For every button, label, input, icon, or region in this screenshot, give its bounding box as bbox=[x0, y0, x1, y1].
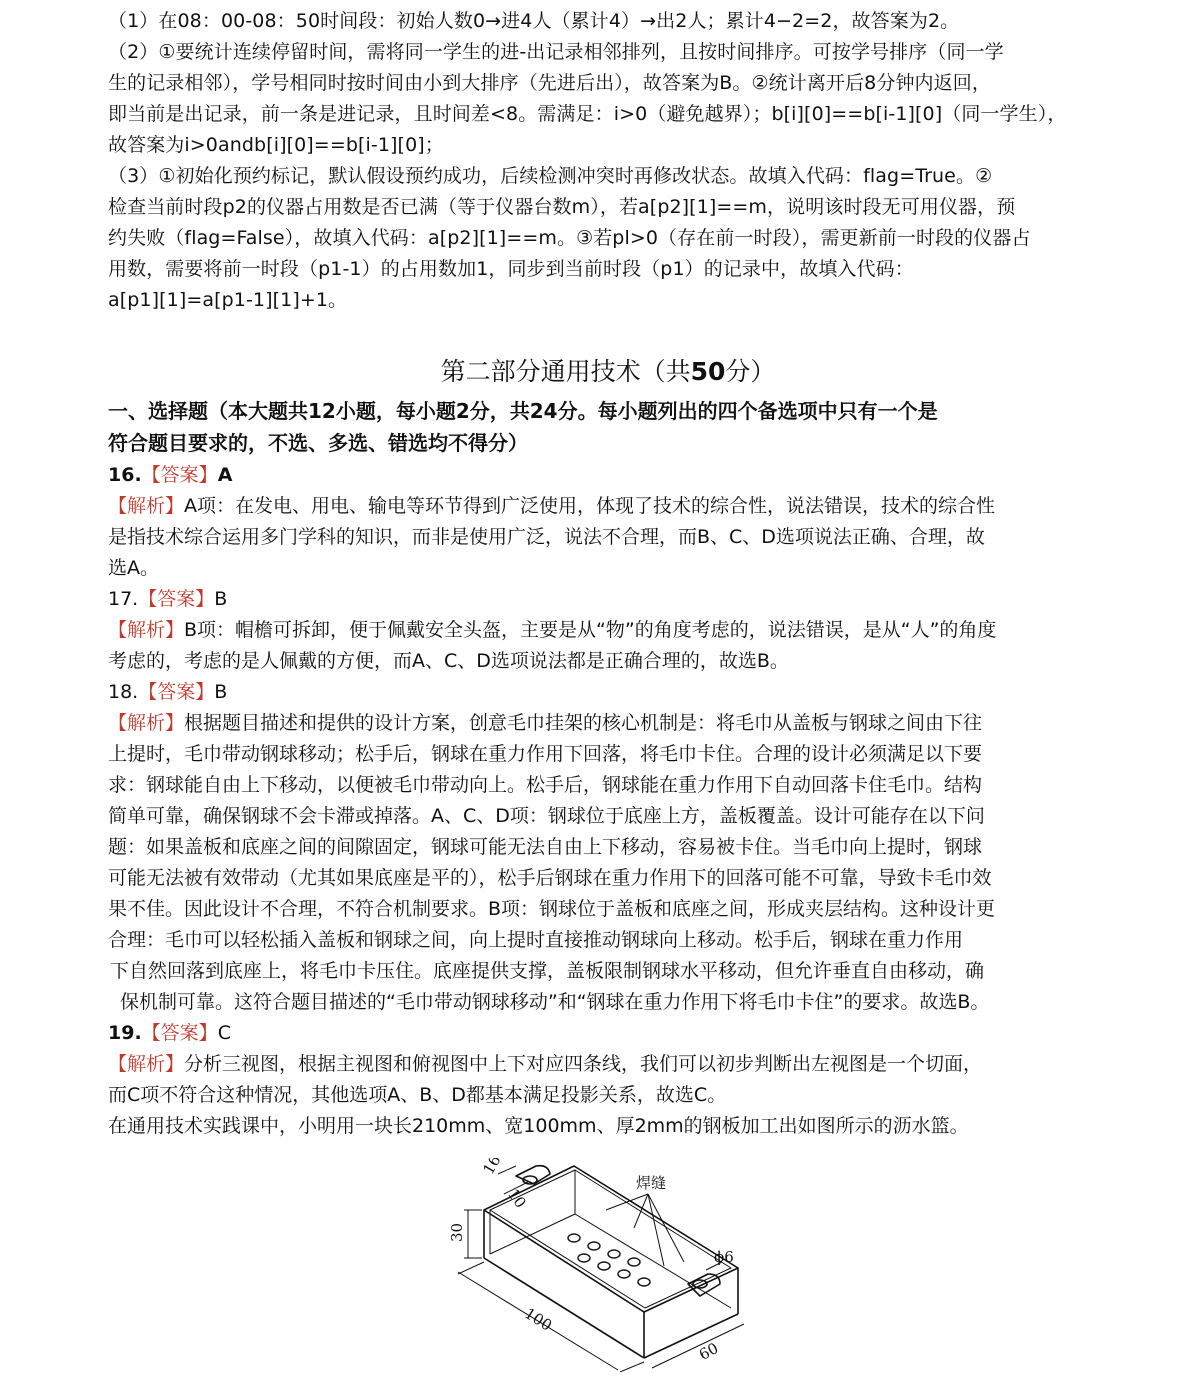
answer-value: B bbox=[214, 681, 228, 703]
drain-hole bbox=[608, 1250, 620, 1258]
weld-leaders bbox=[606, 1194, 684, 1266]
dim-label-16: 16 bbox=[479, 1158, 505, 1178]
drain-hole bbox=[578, 1254, 590, 1262]
analysis-line: 下自然回落到底座上，将毛巾卡压住。底座提供支撑，盖板限制钢球水平移动，但允许垂直自由移动，确 bbox=[110, 960, 985, 982]
weld-label: 焊缝 bbox=[636, 1174, 667, 1192]
drain-hole bbox=[568, 1234, 580, 1242]
answer-tag: 【答案】 bbox=[138, 588, 215, 610]
answer-line: 用数，需要将前一时段（p1-1）的占用数加1，同步到当前时段（p1）的记录中，故填入代码： bbox=[108, 258, 914, 280]
section-title-suffix: 分） bbox=[725, 357, 776, 386]
dim-label-100: 100 bbox=[521, 1304, 556, 1335]
analysis-line bbox=[108, 491, 1108, 522]
question-answer-line bbox=[108, 677, 1108, 708]
answer-line: 故答案为i>0andb[i][0]==b[i-1][0]； bbox=[108, 134, 444, 156]
analysis-text: B项：帽檐可拆卸，便于佩戴安全头盔，主要是从“物”的角度考虑的，说法错误，是从“人”的角度 bbox=[184, 619, 997, 641]
analysis-line: 考虑的，考虑的是人佩戴的方便，而A、C、D选项说法都是正确合理的，故选B。 bbox=[108, 650, 789, 672]
weld-leader bbox=[648, 1194, 664, 1266]
question-number: 19. bbox=[108, 1022, 142, 1044]
drain-hole bbox=[638, 1278, 650, 1286]
basket-inner-edge bbox=[490, 1214, 575, 1254]
analysis-line: 简单可靠，确保钢球不会卡滞或掉落。A、C、D项：钢球位于底座上方，盖板覆盖。设计可能存在以下问 bbox=[108, 805, 985, 827]
answer-value: A bbox=[217, 464, 233, 486]
answer-line: 生的记录相邻），学号相同时按时间由小到大排序（先进后出），故答案为B。②统计离开后8分钟内返回， bbox=[108, 72, 991, 94]
dim-ext bbox=[620, 1362, 644, 1372]
drain-basket-drawing bbox=[438, 1158, 758, 1372]
weld-leader bbox=[648, 1194, 684, 1262]
answer-line: 检查当前时段p2的仪器占用数是否已满（等于仪器台数m），若a[p2][1]==m，说明该时段无可用仪器，预 bbox=[108, 196, 1016, 218]
answer-value: C bbox=[217, 1022, 231, 1044]
choice-heading-line: 符合题目要求的，不选、多选、错选均不得分） bbox=[108, 431, 528, 455]
question-answer-line bbox=[108, 584, 1108, 615]
section-title-prefix: 第二部分通用技术（共 bbox=[440, 357, 691, 386]
answer-line: （2）①要统计连续停留时间，需将同一学生的进-出记录相邻排列，且按时间排序。可按学号排序（同一学 bbox=[108, 41, 1004, 63]
analysis-line: 保机制可靠。这符合题目描述的“毛巾带动钢球移动”和“钢球在重力作用下将毛巾卡住”的要求。故选B。 bbox=[120, 991, 990, 1013]
dim-label-10: 10 bbox=[504, 1185, 530, 1212]
analysis-line: 是指技术综合运用多门学科的知识，而非是使用广泛，说法不合理，而B、C、D选项说法正确、合理，故 bbox=[108, 526, 985, 548]
analysis-tag: 【解析】 bbox=[108, 1053, 185, 1075]
answer-tag: 【答案】 bbox=[141, 1022, 218, 1044]
analysis-line: 而C项不符合这种情况，其他选项A、B、D都基本满足投影关系，故选C。 bbox=[108, 1084, 727, 1106]
basket-edge bbox=[484, 1258, 644, 1358]
analysis-text: A项：在发电、用电、输电等环节得到广泛使用，体现了技术的综合性，说法错误，技术的综合性 bbox=[184, 495, 996, 517]
question-number: 18. bbox=[108, 681, 139, 703]
basket-inner-edge bbox=[575, 1214, 731, 1308]
analysis-line bbox=[108, 708, 1108, 739]
question-stem-line: 在通用技术实践课中，小明用一块长210mm、宽100mm、厚2mm的钢板加工出如图所示的沥水篮。 bbox=[108, 1115, 969, 1137]
question-number: 16. bbox=[108, 464, 142, 486]
analysis-tag: 【解析】 bbox=[108, 712, 185, 734]
analysis-line: 果不佳。因此设计不合理，不符合机制要求。B项：钢球位于盖板和底座之间，形成夹层结构。这种设计更 bbox=[108, 898, 996, 920]
dim-label-60: 60 bbox=[696, 1339, 722, 1364]
drain-basket-figure bbox=[438, 1158, 758, 1372]
answer-value: B bbox=[214, 588, 228, 610]
analysis-line: 合理：毛巾可以轻松插入盖板和钢球之间，向上提时直接推动钢球向上移动。松手后，钢球在重力作用 bbox=[108, 929, 964, 951]
section-title-score: 50 bbox=[690, 357, 726, 386]
drain-hole bbox=[628, 1258, 640, 1266]
document-page bbox=[108, 0, 1108, 1142]
drain-holes bbox=[568, 1234, 650, 1286]
dim-label-30: 30 bbox=[448, 1222, 466, 1242]
basket-tab bbox=[516, 1166, 550, 1184]
answer-line: 即当前是出记录，前一条是进记录，且时间差<8。需满足：i>0（避免越界）；b[i][0]==b[i-1][0]（同一学生）， bbox=[108, 103, 1067, 125]
analysis-tag: 【解析】 bbox=[108, 619, 185, 641]
choice-heading-line: 一、选择题（本大题共12小题，每小题2分，共24分。每小题列出的四个备选项中只有一个是 bbox=[108, 399, 938, 423]
drain-hole bbox=[588, 1242, 600, 1250]
analysis-tag: 【解析】 bbox=[108, 495, 185, 517]
section-title bbox=[108, 354, 1108, 390]
question-answer-line bbox=[108, 1018, 1108, 1049]
analysis-line: 题：如果盖板和底座之间的间隙固定，钢球可能无法自由上下移动，容易被卡住。当毛巾向上提时，钢球 bbox=[108, 836, 983, 858]
analysis-line: 可能无法被有效带动（尤其如果底座是平的），松手后钢球在重力作用下的回落可能不可靠，导致卡毛巾效 bbox=[108, 867, 992, 889]
analysis-text: 分析三视图，根据主视图和俯视图中上下对应四条线，我们可以初步判断出左视图是一个切面， bbox=[184, 1053, 983, 1075]
question-number: 17. bbox=[108, 588, 139, 610]
drain-hole bbox=[598, 1262, 610, 1270]
dim-label-phi6: ϕ6 bbox=[714, 1248, 734, 1266]
question-answer-line bbox=[108, 460, 1108, 491]
analysis-line: 上提时，毛巾带动钢球移动；松手后，钢球在重力作用下回落，将毛巾卡住。合理的设计必须满足以下要 bbox=[108, 743, 983, 765]
answer-tag: 【答案】 bbox=[138, 681, 215, 703]
analysis-line: 求：钢球能自由上下移动，以便被毛巾带动向上。松手后，钢球能在重力作用下自动回落卡住毛巾。结构 bbox=[108, 774, 983, 796]
basket-edge bbox=[644, 1314, 738, 1358]
answer-line: （3）①初始化预约标记，默认假设预约成功，后续检测冲突时再修改状态。故填入代码：flag=True。② bbox=[108, 165, 993, 187]
drain-hole bbox=[618, 1270, 630, 1278]
answer-tag: 【答案】 bbox=[141, 464, 218, 486]
analysis-line bbox=[108, 615, 1108, 646]
answer-line: 约失败（flag=False），故填入代码：a[p2][1]==m。③若pl>0（存在前一时段），需更新前一时段的仪器占 bbox=[108, 227, 1031, 249]
analysis-line: 选A。 bbox=[108, 557, 159, 579]
analysis-line bbox=[108, 1049, 1108, 1080]
answer-line: （1）在08：00-08：50时间段：初始人数0→进4人（累计4）→出2人；累计4−2=2，故答案为2。 bbox=[108, 10, 960, 32]
answer-line: a[p1][1]=a[p1-1][1]+1。 bbox=[108, 289, 348, 311]
analysis-text: 根据题目描述和提供的设计方案，创意毛巾挂架的核心机制是：将毛巾从盖板与钢球之间由下往 bbox=[184, 712, 983, 734]
dim-ext bbox=[458, 1262, 484, 1274]
